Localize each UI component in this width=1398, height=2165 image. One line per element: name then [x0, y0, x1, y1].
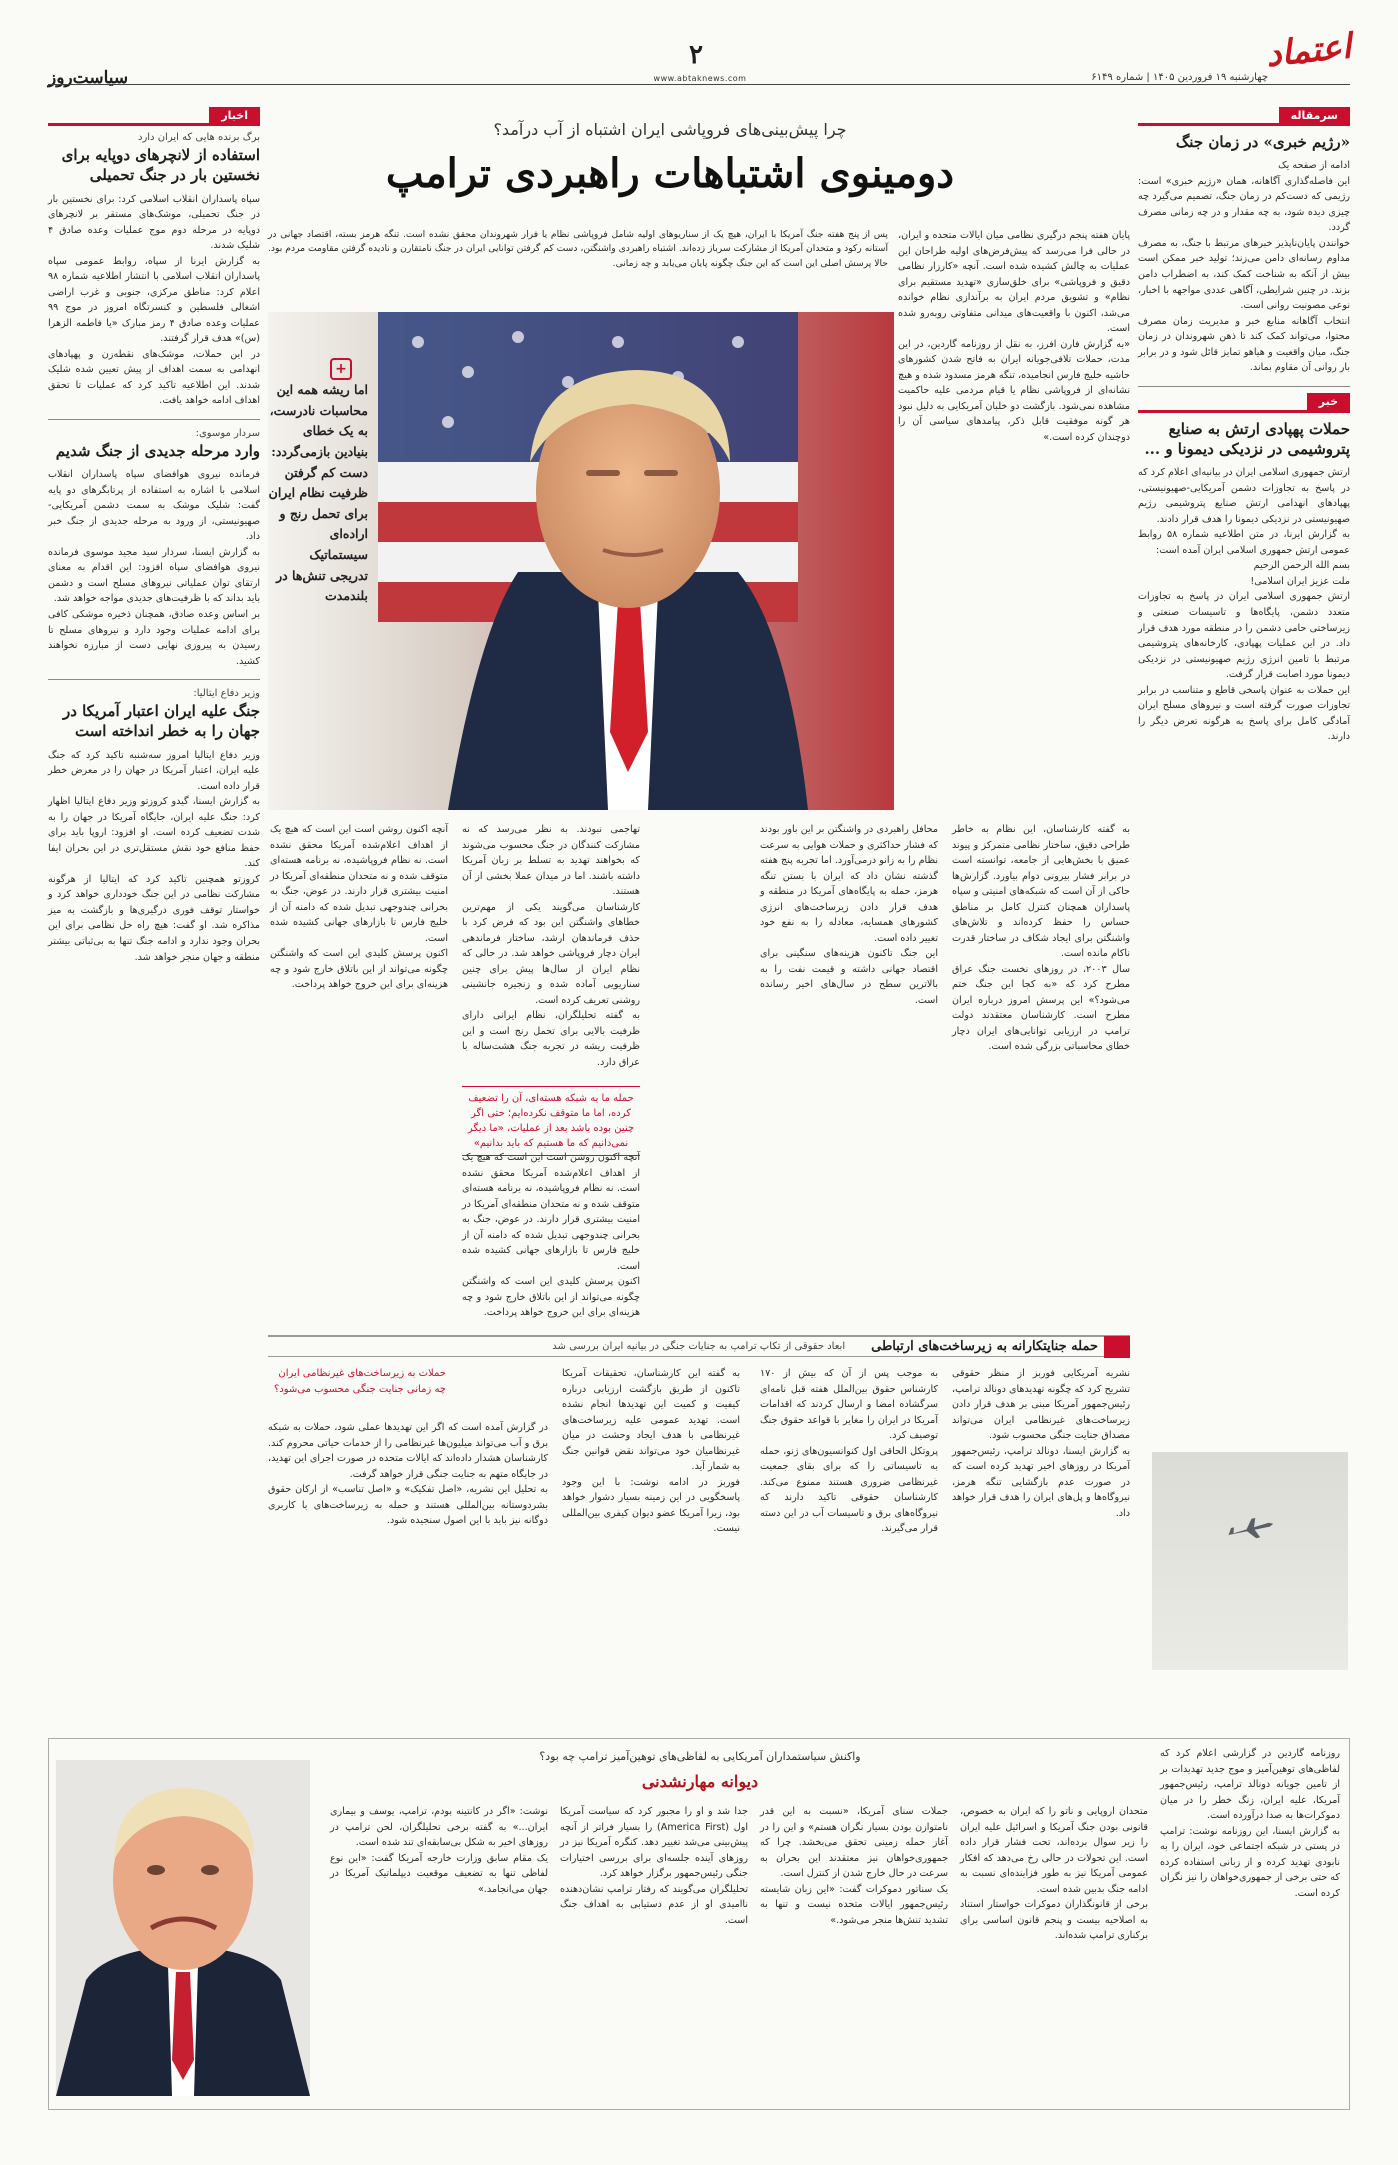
- fighter-jet-photo: [1152, 1452, 1348, 1670]
- news-item-3-body: وزیر دفاع ایتالیا امروز سه‌شنبه تاکید کرد که جنگ علیه ایران، اعتبار آمریکا در جهان را در معرض خطر قرار داده است. به گزارش ایسنا، گیدو کروزتو وزیر دفاع ایتالیا اظهار کرد: جنگ علیه ایران، جایگاه آمریکا در جهان را به شدت تضعیف کرده است. او افزود: اروپا باید برای حفظ منافع خود نقش مستقل‌تری در این بحران ایفا کند. کروزتو همچنین تاکید کرد که ایتالیا از هرگونه مشارکت نظامی در این جنگ خودداری خواهد کرد و خواستار توقف فوری درگیری‌ها و بازگشت به میز مذاکره شد. او گفت: هیچ راه حل نظامی برای این بحران وجود ندارد و ادامه جنگ تنها به بی‌ثباتی بیشتر منطقه و جهان منجر خواهد شد.: [48, 749, 260, 963]
- subsection-kicker: ابعاد حقوقی از تکاپ ترامپ به جنایات جنگی در بیانیه ایران بررسی شد: [552, 1341, 846, 1352]
- article-column-1: به گفته کارشناسان، این نظام به خاطر طراحی دقیق، ساختار نظامی متمرکز و پیوند عمیق با بخش‌هایی از جامعه، توانسته است در برابر فشار بیرونی دوام بیاورد. گزارش‌ها حاکی از آن است که شبکه‌های امنیتی و سپاه پاسداران همچنان کنترل کامل بر مناطق حساس را حفظ کرده‌اند و تلاش‌های واشنگتن برای ایجاد شکاف در ساختار قدرت ناکام مانده است. سال ۲۰۰۳، در روزهای نخست جنگ عراق مطرح کرد که «به کجا این جنگ ختم می‌شود؟» این پرسش امروز درباره ایران مطرح است. کارشناسان معتقدند دولت ترامپ در ارزیابی توانایی‌های ایران دچار خطای محاسباتی بزرگی شده است.: [952, 824, 1130, 1053]
- news-item-2-kicker: سردار موسوی:: [195, 427, 260, 439]
- section-tag-editorial: سرمقاله: [1279, 107, 1350, 125]
- bottom-first-column: روزنامه گاردین در گزارشی اعلام کرد که لفاظی‌های توهین‌آمیز و موج جدید تهدیدات بر از تامین جویانه دونالد ترامپ، رئیس‌جمهور آمریکا، علیه ایران، زنگ خطر را در میان دموکرات‌ها به صدا درآورده است. به گزارش ایسنا، این روزنامه نوشت: ترامپ در پستی در شبکه اجتماعی خود، ایران را به نابودی تهدید کرده و از زبانی استفاده کرده که حتی برخی از جمهوری‌خواهان را نیز نگران کرده است.: [1160, 1748, 1340, 1899]
- news-item-1-body: سپاه پاسداران انقلاب اسلامی کرد: برای نخستین بار در جنگ تحمیلی، موشک‌های مستقر بر لانچرهای دوپایه در مرحله دوم موج عملیات وعده صادق ۴ شلیک شدند. به گزارش ایرنا از سپاه، روابط عمومی سپاه پاسداران انقلاب اسلامی با انتشار اطلاعیه شماره ۹۸ اعلام کرد: مناطق مرکزی، جنوبی و غرب اراضی اشغالی فلسطین و کنسرتگاه امروز در موج ۹۹ عملیات وعده صادق ۴ رمز مبارک «یا فاطمه الزهرا (س)» هدف قرار گرفتند. در این حملات، موشک‌های نقطه‌زن و پهپادهای انهدامی به سمت اهداف از پیش تعیین شده شلیک شدند. این اطلاعیه تاکید کرد که عملیات تا تحقق اهداف ادامه خواهد یافت.: [48, 193, 261, 407]
- bottom-column-2: جملات سنای آمریکا، «نسبت به این قدر نامتوازن بودن بسیار نگران هستم» و این را در آغاز حمله زمینی تحقق می‌بخشد. چرا که جمهوری‌خواهان نیز معتقدند این بحران به سرعت در حال خارج شدن از کنترل است. یک سناتور دموکرات گفت: «این زبان شایسته رئیس‌جمهور ایالات متحده نیست و تنها به تشدید تنش‌ها منجر می‌شود.»: [760, 1806, 948, 1926]
- pull-quote-box: [268, 380, 368, 810]
- bottom-column-3: جدا شد و او را مجبور کرد که سیاست آمریکا اول (America First) را بسیار فراتر از آنچه پیش‌بینی می‌شد تغییر دهد. کنگره آمریکا نیز در روزهای آینده جلسه‌ای برای بررسی اختیارات جنگی رئیس‌جمهور برگزار خواهد کرد. تحلیلگران می‌گویند که رفتار ترامپ نشان‌دهنده ناامیدی او از عدم دستیابی به اهداف جنگ است.: [560, 1806, 749, 1926]
- website-url[interactable]: www.abtaknews.com: [653, 74, 747, 83]
- news-item-2-headline: وارد مرحله جدیدی از جنگ شدیم: [55, 441, 260, 460]
- bottom-headline: دیوانه مهارنشدنی: [641, 1772, 759, 1791]
- subsection-marker-icon: [1104, 1336, 1130, 1358]
- news-item-1-kicker: برگ برنده هایی که ایران دارد: [138, 132, 260, 143]
- subsection-title: حمله جنایتکارانه به زیرساخت‌های ارتباطی: [871, 1339, 1098, 1354]
- subsection-header: [268, 1335, 1130, 1357]
- inline-pull-quote: حمله ما به شبکه هسته‌ای، آن را تضعیف کرده، اما ما متوقف نکرده‌ایم؛ حتی اگر چنین بوده باشد بعد از عملیات، «ما دیگر نمی‌دانیم که ما هستیم که باید بدانیم»: [462, 1086, 640, 1156]
- divider: [48, 419, 260, 420]
- section-tag-news: خبر: [1307, 393, 1350, 411]
- bottom-kicker: واکنش سیاستمداران آمریکایی به لفاظی‌های توهین‌آمیز ترامپ چه بود؟: [539, 1750, 861, 1763]
- news-item-1-headline: استفاده از لانچرهای دوپایه برای نخستین بار در جنگ تحمیلی: [61, 146, 260, 185]
- article-column-2: محافل راهبردی در واشنگتن بر این باور بودند که فشار حداکثری و حملات هوایی به سرعت نظام را به زانو درمی‌آورد. اما تجربه پنج هفته گذشته نشان داد که ایران با بستن تنگه هرمز، حمله به پایگاه‌های آمریکا در منطقه و هدف قرار دادن زیرساخت‌های انرژی کشورهای همسایه، معادله را به نفع خود تغییر داده است. این جنگ تاکنون هزینه‌های سنگینی برای اقتصاد جهانی داشته و قیمت نفت را به بالاترین سطح در سال‌های اخیر رسانده است.: [760, 824, 939, 1006]
- main-headline: دومینوی اشتباهات راهبردی ترامپ: [385, 150, 955, 197]
- masthead-rule: [48, 84, 1350, 85]
- subsection-column-2: به موجب پس از آن که بیش از ۱۷۰ کارشناس حقوق بین‌الملل هفته قبل نامه‌ای سرگشاده امضا و ارسال کردند که اقدامات آمریکا در ایران را مغایر با قواعد حقوق جنگ توصیف کرد. پروتکل الحاقی اول کنوانسیون‌های ژنو، حمله به تاسیساتی را که برای بقای جمعیت غیرنظامی ضروری هستند ممنوع می‌کند. کارشناسان حقوقی تاکید دارند که نیروگاه‌های برق و تاسیسات آب در این دسته قرار می‌گیرند.: [760, 1368, 938, 1535]
- pin-note-icon: +: [330, 358, 352, 380]
- news-headline: حملات پهپادی ارتش به صنایع پتروشیمی در نزدیکی دیمونا و ...: [1144, 419, 1350, 458]
- subsection-question: حملات به زیرساخت‌های غیرنظامی ایران چه زمانی جنایت جنگی محسوب می‌شود؟: [273, 1368, 446, 1395]
- subsection-column-1: نشریه آمریکایی فوربز از منظر حقوقی تشریح کرد که چگونه تهدیدهای دونالد ترامپ، رئیس‌جمهور آمریکا مبنی بر هدف قرار دادن زیرساخت‌های غیرنظامی ایران می‌تواند مصداق جنایت جنگی محسوب شود. به گزارش ایسنا، دونالد ترامپ، رئیس‌جمهور آمریکا در روزهای اخیر تهدید کرده است که در صورت عدم بازگشایی تنگه هرمز، نیروگاه‌ها و پل‌های ایران را هدف قرار خواهد داد.: [952, 1368, 1130, 1519]
- main-kicker: چرا پیش‌بینی‌های فروپاشی ایران اشتباه از آب درآمد؟: [493, 120, 847, 139]
- main-lead: پس از پنج هفته جنگ آمریکا با ایران، هیچ یک از سناریوهای اولیه شامل فروپاشی نظام یا فرار شهروندان محقق نشده است. تنگه هرمز بسته، اقتصاد جهانی در آستانه رکود و متحدان آمریکا از مشارکت سرباز زده‌اند. اشتباه راهبردی واشنگتن، دست کم گرفتن توانایی ایران در جنگ نامتقارن و نادیده گرفتن مقاومت مردم بود. حالا پرسش اصلی این است که این جنگ چگونه پایان می‌یابد و چه زمانی.: [268, 229, 888, 269]
- news-item-3-headline: جنگ علیه ایران اعتبار آمریکا در جهان را به خطر انداخته است: [62, 702, 260, 741]
- section-tag-news-list: اخبار: [209, 107, 260, 125]
- editorial-headline: «رژیم خبری» در زمان جنگ: [1175, 133, 1350, 151]
- newspaper-logo: اعتماد: [1264, 26, 1354, 76]
- divider: [1138, 386, 1350, 387]
- news-item-3-kicker: وزیر دفاع ایتالیا:: [193, 688, 260, 700]
- article-column-4: آنچه اکنون روشن است این است که هیچ یک از اهداف اعلام‌شده آمریکا محقق نشده است. نه نظام فروپاشیده، نه برنامه هسته‌ای متوقف شده و نه متحدان منطقه‌ای آمریکا در امنیت بیشتری قرار دارند. در عوض، جنگ به بحرانی چندوجهی تبدیل شده که دامنه آن از خلیج فارس تا بازارهای جهانی کشیده شده است. اکنون پرسش کلیدی این است که واشنگتن چگونه می‌تواند از این باتلاق خارج شود و چه هزینه‌ای برای این خروج خواهد پرداخت.: [270, 824, 448, 991]
- masthead: [0, 0, 1398, 100]
- news-body: ارتش جمهوری اسلامی ایران در بیانیه‌ای اعلام کرد که در پاسخ به تجاوزات دشمن آمریکایی-صهیونیستی، پهپادهای انهدامی ارتش صنایع پتروشیمی رژیم صهیونیستی در نزدیکی دیمونا را هدف قرار دادند. به گزارش ایرنا، در متن اطلاعیه شماره ۵۸ روابط عمومی ارتش جمهوری اسلامی ایران آمده است: بسم الله الرحمن الرحیم ملت عزیز ایران اسلامی! ارتش جمهوری اسلامی ایران در پاسخ به تجاوزات متعدد دشمن، پایگاه‌ها و تاسیسات صنعتی و زیرساختی حامی دشمن را در منطقه مورد هدف قرار داد. در این عملیات پهپادی، کارخانه‌های پتروشیمی مرتبط با تامین انرژی رژیم صهیونیستی در نزدیکی دیمونا مورد اصابت قرار گرفت. این حملات به عنوان پاسخی قاطع و متناسب در برابر تجاوزات صورت گرفته است و نیروهای مسلح ایران آمادگی کامل برای پاسخ به هرگونه تعرض دیگر را دارند.: [1138, 467, 1350, 743]
- subsection-column-4: در گزارش آمده است که اگر این تهدیدها عملی شود، حملات به شبکه برق و آب می‌تواند میلیون‌ها غیرنظامی را از خدمات حیاتی محروم کند. کارشناسان هشدار داده‌اند که ایالات متحده در صورت اجرای این تهدید، در جایگاه متهم به جنایت جنگی قرار خواهد گرفت. به تحلیل این نشریه، «اصل تفکیک» و «اصل تناسب» از ارکان حقوق بشردوستانه بین‌المللی هستند و حمله به زیرساخت‌های با کاربری دوگانه نیز باید با این اصول سنجیده شود.: [268, 1422, 548, 1527]
- subsection-column-3: به گفته این کارشناسان، تحقیقات آمریکا تاکنون از طریق بازگشت ارزیابی درباره کیفیت و کمیت این تهدیدها انجام نشده است. تهدید عمومی علیه زیرساخت‌های غیرنظامی با هدف ایجاد وحشت در میان غیرنظامیان خود می‌تواند نقض قوانین جنگ به شمار آید. فوربز در ادامه نوشت: با این وجود پاسخگویی در این زمینه بسیار دشوار خواهد بود، زیرا آمریکا عضو دیوان کیفری بین‌المللی نیست.: [562, 1368, 740, 1535]
- news-item-2-body: فرمانده نیروی هوافضای سپاه پاسداران انقلاب اسلامی با اشاره به استفاده از پرتابگرهای دو پایه گفت: شلیک موشک به سمت دشمن آمریکایی-صهیونیستی، از ورود به مرحله جدیدی از جنگ خبر داد. به گزارش ایسنا، سردار سید مجید موسوی فرمانده نیروی هوافضای سپاه افزود: این اقدام به معنای ارتقای توان عملیاتی نیروهای مسلح است و دشمن باید بداند که با ظرفیت‌های جدیدی مواجه خواهد شد. بر اساس وعده صادق، همچنان ذخیره موشکی کافی برای ادامه عملیات وجود دارد و نیروهای مسلح تا رسیدن به پیروزی نهایی دست از مبارزه نخواهند کشید.: [48, 469, 260, 667]
- article-column-3b: آنچه اکنون روشن است این است که هیچ یک از اهداف اعلام‌شده آمریکا محقق نشده است. نه نظام فروپاشیده، نه برنامه هسته‌ای متوقف شده و نه متحدان منطقه‌ای آمریکا در امنیت بیشتری قرار دارند. در عوض، جنگ به بحرانی چندوجهی تبدیل شده که دامنه آن از خلیج فارس تا بازارهای جهانی کشیده شده است. اکنون پرسش کلیدی این است که واشنگتن چگونه می‌تواند از این باتلاق خارج شود و چه هزینه‌ای برای این خروج خواهد پرداخت.: [462, 1152, 640, 1319]
- main-lead-body: پایان هفته پنجم درگیری نظامی میان ایالات متحده و ایران، در حالی فرا می‌رسد که پیش‌فرض‌های اولیه طراحان این عملیات به چالش کشیده شده است. آنچه «کارزار نظامی دقیق و فروپاشی» برای خلق‌سازی «تهدید مستقیم برای نظام» و تشویق مردم ایران به برآندازی نظام خوانده می‌شد، اکنون با واقعیت‌های میدانی متفاوتی روبه‌رو شده است. «به گزارش فارن افرز، به نقل از روزنامه گاردین، در این مدت، حملات تلافی‌جویانه ایران به فاتح شدن کشورهای حاشیه خلیج فارس انجامیده، تنگه هرمز مسدود شده و هیچ نشانه‌ای از فروپاشی نظام یا قیام مردمی علیه حاکمیت مشاهده نمی‌شود. بازگشت دو خلبان آمریکایی به دلیل نبود هر گونه موفقیت قابل ذکر، پیامدهای سیاسی آن را دوچندان کرده است.»: [898, 230, 1131, 443]
- editorial-body: ادامه از صفحه یک این فاصله‌گذاری آگاهانه، همان «رژیم خبری» است: رژیمی که دست‌کم در زمان جنگ، تصمیم می‌گیرد چه چیزی دیده شود، به چه مقدار و در چه زمانی مصرف گردد. خوانندن پایان‌ناپذیر خبرهای مرتبط با جنگ، به مصرف مداوم رسانه‌ای دامن می‌زند؛ تولید خبر ممکن است بیش از آنکه به شناخت کمک کند، به اضطراب دامن بزند. در چنین شرایطی، آگاهی عددی مواجهه با اخبار، نوعی مصونیت روانی است. انتخاب آگاهانه منابع خبر و مدیریت زمان مصرف محتوا، می‌تواند کمک کند تا ذهن شهروندان در زمان جنگ، میان واقعیت و هیاهو تمایز قائل شود و در برابر بار روانی آن مقاوم بماند.: [1138, 160, 1350, 374]
- bottom-column-1: متحدان اروپایی و ناتو را که ایران به خصوص، قانونی بودن جنگ آمریکا و اسرائیل علیه ایران را زیر سوال برده‌اند، تحت فشار قرار داده است. این تحولات در حالی رخ می‌دهد که افکار عمومی آمریکا نیز به طور فزاینده‌ای نسبت به ادامه جنگ بدبین شده است. برخی از قانونگذاران دموکرات خواستار استناد به اصلاحیه بیست و پنجم قانون اساسی برای برکناری ترامپ شده‌اند.: [960, 1806, 1148, 1942]
- divider: [48, 679, 260, 680]
- issue-date: چهارشنبه ۱۹ فروردین ۱۴۰۵ | شماره ۶۱۴۹: [1091, 72, 1268, 83]
- left-column: [48, 108, 260, 1698]
- section-title: سیاست‌روز: [48, 68, 129, 88]
- bottom-column-4: نوشت: «اگر در کانتینه بودم، ترامپ، یوسف و بیماری ایران...» به گفته برخی تحلیلگران، لحن ترامپ در روزهای اخیر به شکل بی‌سابقه‌ای تند شده است. یک مقام سابق وزارت خارجه آمریکا گفت: «این نوع لفاظی تنها به تضعیف موقعیت دیپلماتیک آمریکا در جهان می‌انجامد.»: [330, 1806, 548, 1895]
- article-column-3: تهاجمی نبودند. به نظر می‌رسد که نه مشارکت کنندگان در جنگ محسوب می‌شوند که بخواهند تهدید به تسلط بر زبان آمریکا داشته باشند. اما در میدان عملا بخشی از آن هستند. کارشناسان می‌گویند یکی از مهم‌ترین خطاهای واشنگتن این بود که فرض کرد با حذف فرماندهان ارشد، ساختار فرماندهی ایران دچار فروپاشی خواهد شد. در حالی که نظام ایران از سال‌ها پیش برای چنین سناریویی آماده شده و زنجیره جانشینی روشنی تعریف کرده است. به گفته تحلیلگران، نظام ایرانی دارای ظرفیت بالایی برای تحمل رنج است و این ظرفیت ریشه در تجربه جنگ هشت‌ساله با عراق دارد.: [462, 824, 641, 1068]
- trump-bottom-photo: [56, 1760, 310, 2096]
- page-number: ۲: [689, 40, 703, 70]
- pull-quote-text: اما ریشه همه این محاسبات نادرست، به یک خطای بنیادین بازمی‌گردد: دست کم گرفتن ظرفیت نظام ایران برای تحمل رنج و اراده‌ای سیستماتیک تدریجی تنش‌ها در بلندمدت: [268, 382, 368, 604]
